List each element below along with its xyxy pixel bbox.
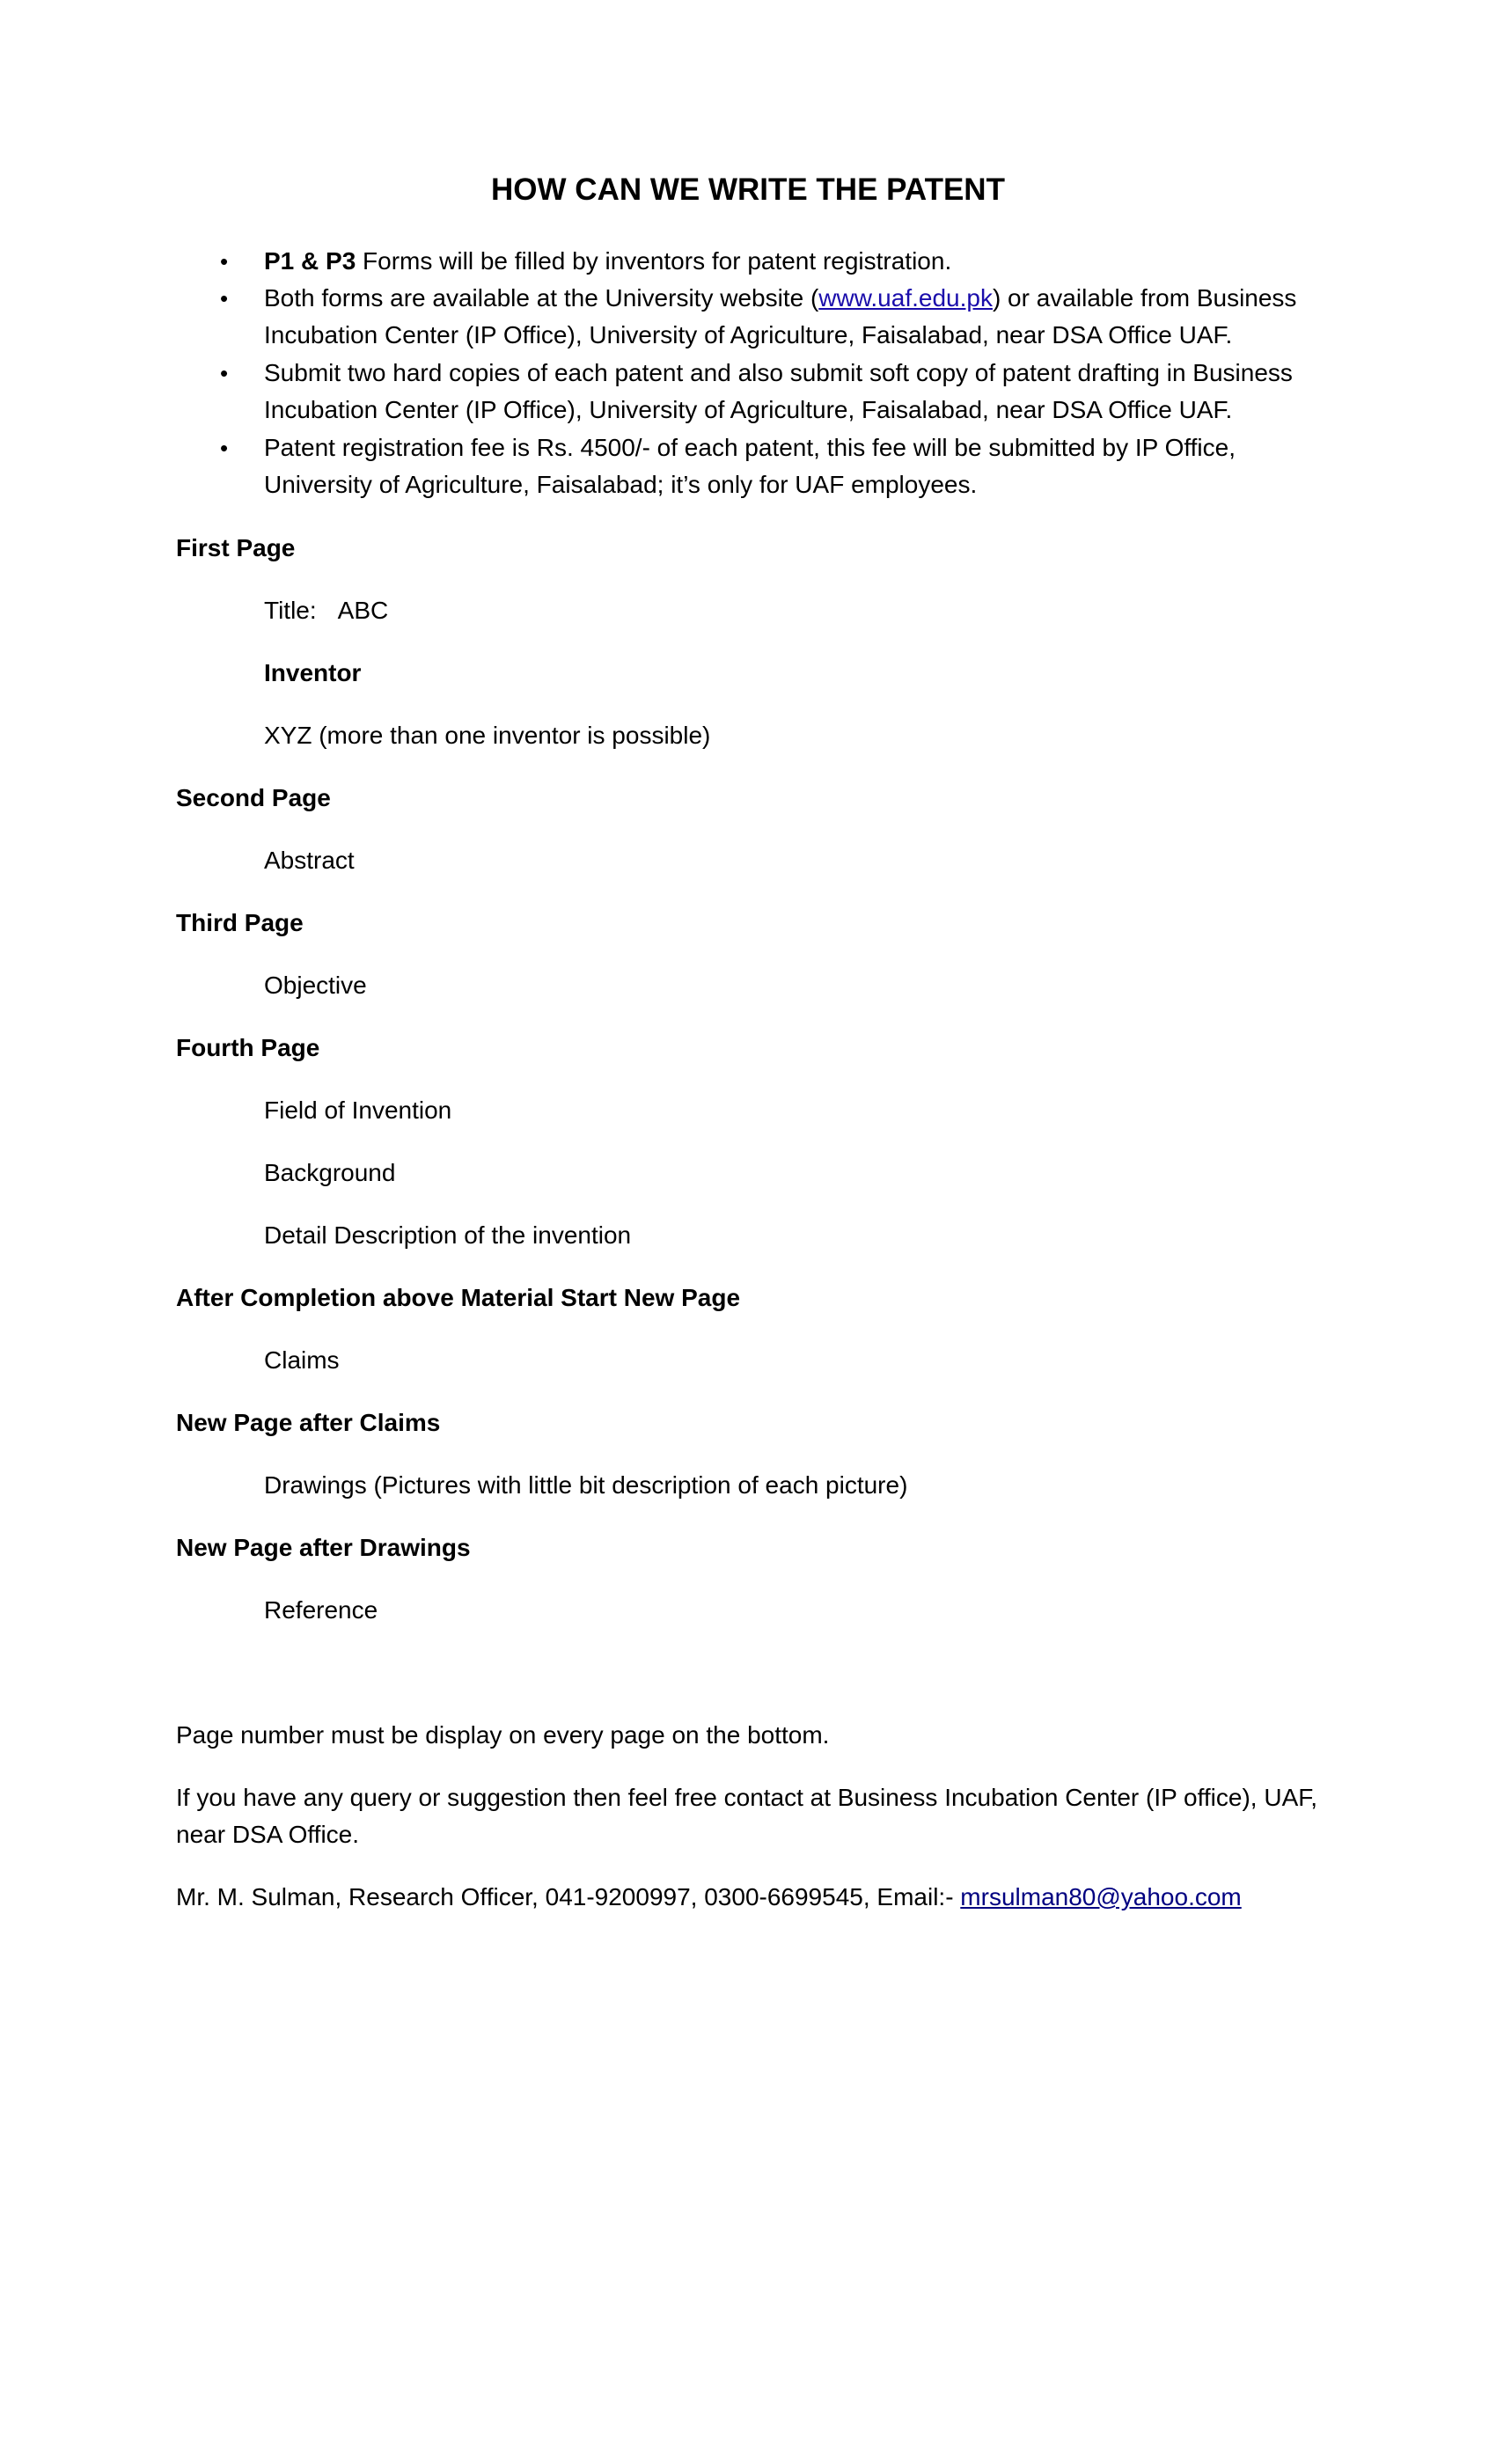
third-page-heading: Third Page: [176, 909, 304, 936]
fourth-page-item: Field of Invention: [264, 1096, 452, 1124]
reference-item: Reference: [264, 1596, 378, 1624]
bullet-2-line-1: [264, 280, 1296, 317]
title-row: [264, 592, 388, 629]
contact-line: [176, 1879, 1242, 1916]
bullet-marker: •: [220, 360, 229, 386]
bullet-3-line-2: Incubation Center (IP Office), University of Agriculture, Faisalabad, near DSA Office UAF.: [264, 396, 1233, 423]
query-line-1: If you have any query or suggestion then feel free contact at Business Incubation Center (IP office), UAF,: [176, 1784, 1318, 1811]
after-completion-heading: After Completion above Material Start New Page: [176, 1284, 741, 1311]
inventor-text: XYZ (more than one inventor is possible): [264, 722, 711, 749]
university-website-link[interactable]: www.uaf.edu.pk: [818, 284, 993, 312]
forms-label: P1 & P3: [264, 247, 356, 275]
bullet-1-text: Forms will be filled by inventors for patent registration.: [356, 247, 952, 275]
bullet-2-line-2: Incubation Center (IP Office), University of Agriculture, Faisalabad, near DSA Office UAF.: [264, 321, 1233, 348]
bullet-4-line-1: Patent registration fee is Rs. 4500/- of each patent, this fee will be submitted by IP Office,: [264, 434, 1236, 461]
first-page-heading: First Page: [176, 534, 296, 561]
fourth-page-item: Detail Description of the invention: [264, 1221, 632, 1249]
after-drawings-heading: New Page after Drawings: [176, 1534, 471, 1561]
bullet-marker: •: [220, 435, 229, 461]
bullet-2-pre: Both forms are available at the University website (: [264, 284, 819, 312]
bullet-marker: •: [220, 285, 229, 312]
title-label: Title:: [264, 597, 317, 624]
bullet-1: [264, 243, 951, 280]
page-title: HOW CAN WE WRITE THE PATENT: [491, 172, 1005, 207]
contact-text: Mr. M. Sulman, Research Officer, 041-9200997, 0300-6699545, Email:-: [176, 1883, 961, 1910]
page-number-note: Page number must be display on every page on the bottom.: [176, 1721, 830, 1749]
bullet-2-post: ) or available from Business: [992, 284, 1297, 312]
after-claims-heading: New Page after Claims: [176, 1409, 441, 1436]
objective-item: Objective: [264, 972, 367, 999]
fourth-page-heading: Fourth Page: [176, 1034, 320, 1061]
query-line-2: near DSA Office.: [176, 1821, 360, 1848]
contact-email-link[interactable]: mrsulman80@yahoo.com: [960, 1883, 1242, 1910]
inventor-heading: Inventor: [264, 659, 362, 686]
bullet-marker: •: [220, 248, 229, 275]
bullet-4-line-2: University of Agriculture, Faisalabad; it’s only for UAF employees.: [264, 471, 978, 498]
second-page-heading: Second Page: [176, 784, 331, 811]
drawings-item: Drawings (Pictures with little bit description of each picture): [264, 1471, 908, 1499]
abstract-item: Abstract: [264, 847, 355, 874]
claims-item: Claims: [264, 1346, 340, 1374]
fourth-page-item: Background: [264, 1159, 396, 1186]
title-value: ABC: [337, 597, 389, 624]
bullet-3-line-1: Submit two hard copies of each patent and also submit soft copy of patent drafting in Business: [264, 359, 1293, 386]
